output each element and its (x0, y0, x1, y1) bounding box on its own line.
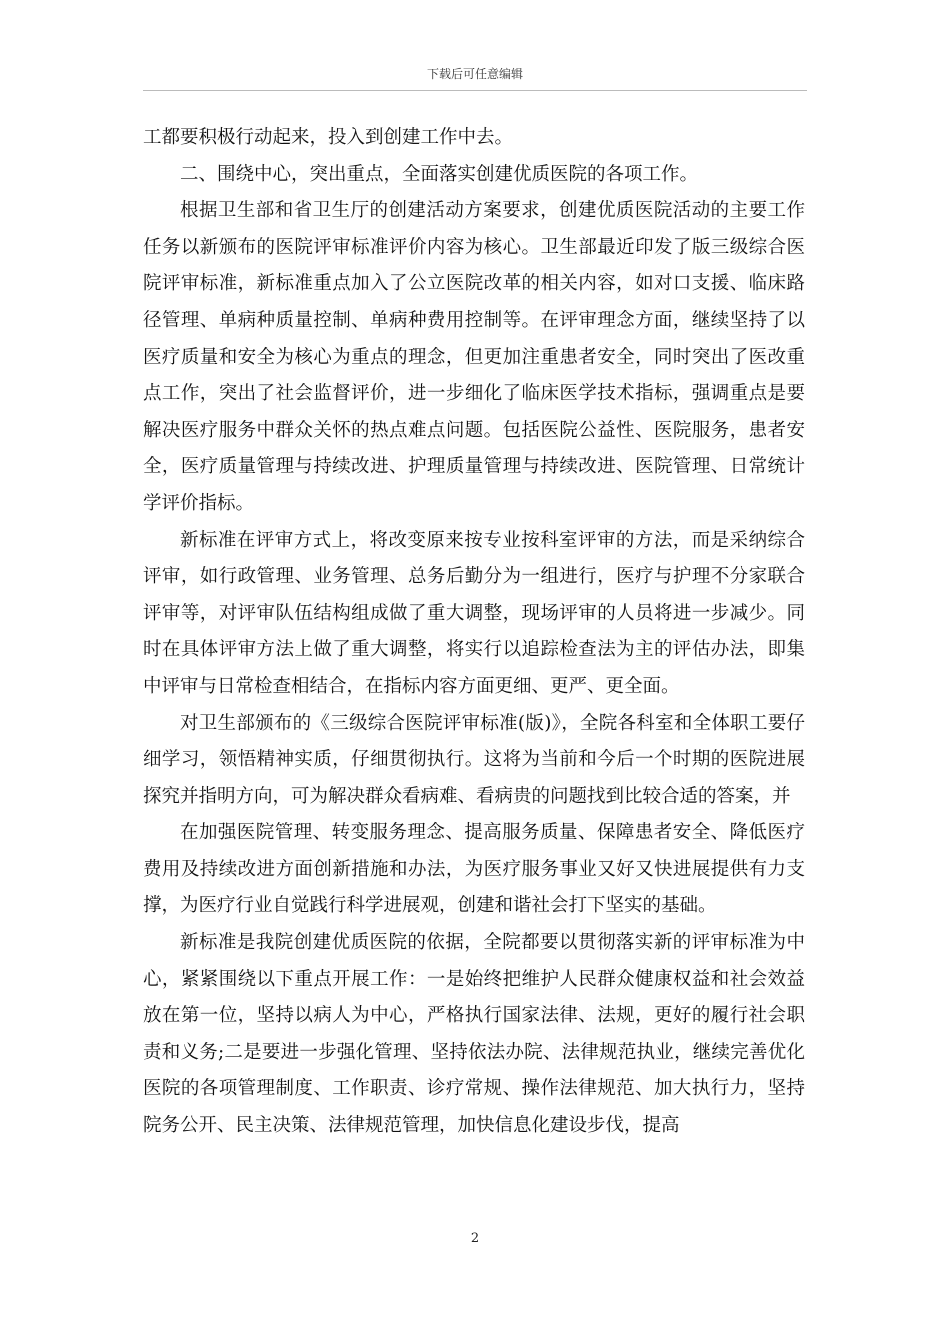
paragraph-1: 工都要积极行动起来，投入到创建工作中去。 (143, 127, 514, 148)
page-number: 2 (470, 1231, 480, 1246)
page-header: 下载后可任意编辑 (426, 67, 523, 81)
paragraph-7: 新标准是我院创建优质医院的依据，全院都要以贯彻落实新的评审标准为中心，紧紧围绕以下重点开展工作：一是始终把维护人民群众健康权益和社会效益放在第一位，坚持以病人为中心，严格执行国家法律、法规，更好的履行社会职责和义务;二是要进一步强化管理、坚持依法办院、法律规范执业，继续完善优化医院的各项管理制度、工作职责、诊疗常规、操作法律规范、加大执行力，坚持院务公开、民主决策、法律规范管理，加快信息化建设步伐，提高 (143, 932, 805, 1137)
paragraph-4: 新标准在评审方式上，将改变原来按专业按科室评审的方法，而是采纳综合评审，如行政管理、业务管理、总务后勤分为一组进行，医疗与护理不分家联合评审等，对评审队伍结构组成做了重大调整，现场评审的人员将进一步减少。同时在具体评审方法上做了重大调整，将实行以追踪检查法为主的评估办法，即集中评审与日常检查相结合，在指标内容方面更细、更严、更全面。 (143, 529, 805, 697)
header-divider (143, 90, 807, 91)
paragraph-6: 在加强医院管理、转变服务理念、提高服务质量、保障患者安全、降低医疗费用及持续改进方面创新措施和办法，为医疗服务事业又好又快进展提供有力支撑，为医疗行业自觉践行科学进展观，创建和谐社会打下坚实的基础。 (143, 822, 805, 917)
paragraph-3: 根据卫生部和省卫生厅的创建活动方案要求，创建优质医院活动的主要工作任务以新颁布的医院评审标准评价内容为核心。卫生部最近印发了版三级综合医院评审标准，新标准重点加入了公立医院改革的相关内容，如对口支援、临床路径管理、单病种质量控制、单病种费用控制等。在评审理念方面，继续坚持了以医疗质量和安全为核心为重点的理念，但更加注重患者安全，同时突出了医改重点工作，突出了社会监督评价，进一步细化了临床医学技术指标，强调重点是要解决医疗服务中群众关怀的热点难点问题。包括医院公益性、医院服务，患者安全，医疗质量管理与持续改进、护理质量管理与持续改进、医院管理、日常统计学评价指标。 (143, 200, 805, 514)
paragraph-5: 对卫生部颁布的《三级综合医院评审标准(版)》，全院各科室和全体职工要仔细学习，领悟精神实质，仔细贯彻执行。这将为当前和今后一个时期的医院进展探究并指明方向，可为解决群众看病难、看病贵的问题找到比较合适的答案，并 (143, 712, 805, 807)
document-body (143, 120, 805, 1145)
paragraph-2: 二、围绕中心，突出重点，全面落实创建优质医院的各项工作。 (180, 163, 699, 185)
